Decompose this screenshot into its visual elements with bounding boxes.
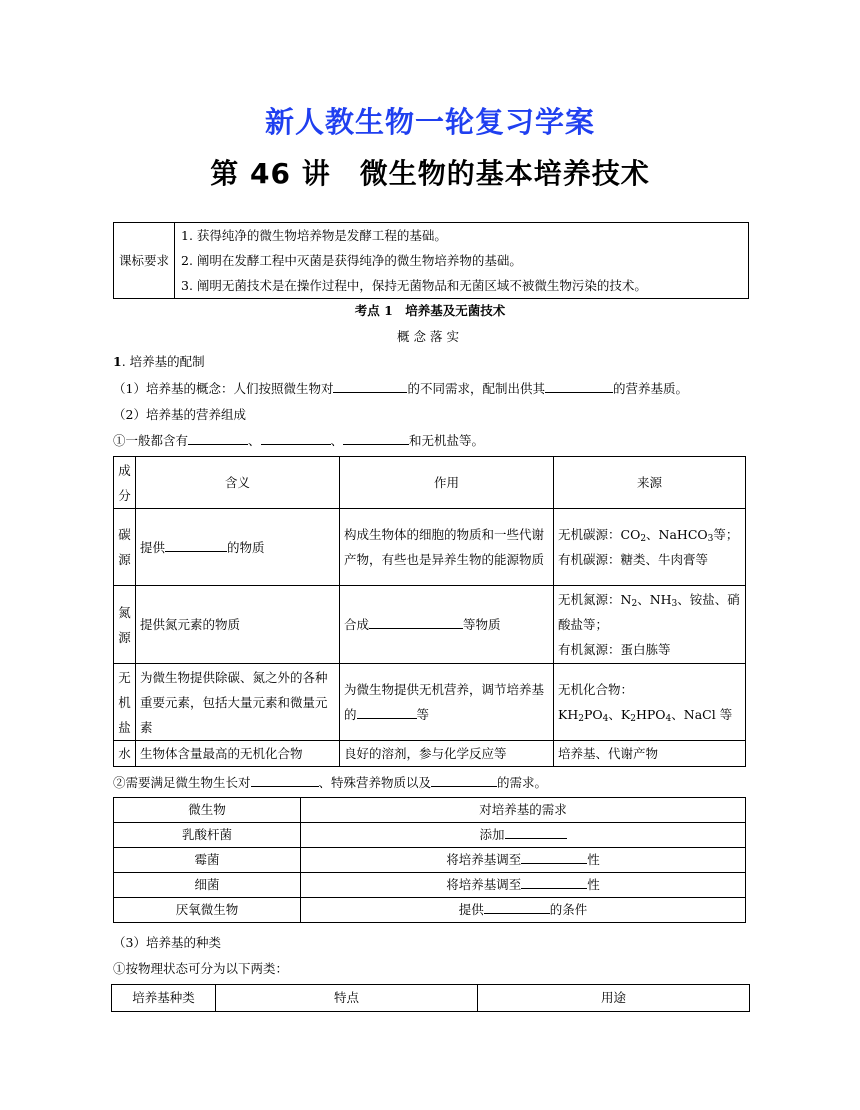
text-segment: 的条件: [549, 902, 588, 917]
subscript: 2: [578, 714, 584, 724]
table-header-row: [114, 457, 746, 509]
lecture-title: 第 46 讲 微生物的基本培养技术: [210, 157, 650, 190]
fill-blank[interactable]: [505, 825, 567, 839]
header-cell: 含义: [136, 457, 340, 509]
text-segment: 等；: [713, 527, 739, 542]
subscript: 4: [665, 714, 672, 724]
microbe-name: 细菌: [114, 873, 301, 898]
table-row: [114, 741, 746, 767]
subscript: 2: [640, 534, 647, 544]
text-segment: 和无机盐等。: [409, 433, 485, 448]
fill-blank[interactable]: [261, 431, 331, 445]
header-cell: 成分: [114, 457, 136, 509]
meaning-cell: [136, 509, 340, 586]
table-row: [114, 509, 746, 586]
text-segment: 添加: [479, 827, 505, 842]
text-segment: 、NH: [637, 592, 672, 607]
text-segment: 的物质: [227, 539, 265, 555]
header-cell: 用途: [478, 985, 750, 1012]
microbe-need: [301, 898, 746, 923]
row-name: 无机盐: [114, 664, 136, 741]
section-subheading: 概念落实: [396, 329, 463, 344]
table-row: [114, 848, 746, 873]
subscript: 4: [602, 714, 609, 724]
table-row: [114, 586, 746, 664]
row-name: 碳源: [114, 509, 136, 586]
text-segment: 性: [587, 877, 600, 892]
paragraph-concept: [113, 379, 688, 397]
header-cell: 特点: [216, 985, 478, 1012]
text-segment: 的营养基质。: [612, 381, 688, 396]
text-segment: 无机氮源：N: [558, 592, 632, 607]
role-cell: 构成生物体的细胞的物质和一些代谢产物，有些也是异养生物的能源物质: [340, 509, 554, 586]
text-segment: 等物质: [463, 617, 501, 632]
microbe-need: [301, 848, 746, 873]
text-segment: 将培养基调至: [446, 852, 522, 867]
text-segment: 提供: [140, 539, 166, 555]
text-segment: 的需求。: [497, 775, 548, 790]
requirements-label: 课标要求: [114, 223, 175, 299]
header-cell: 培养基种类: [112, 985, 216, 1012]
text-segment: 有机碳源：糖类、牛肉膏等: [558, 552, 709, 567]
paragraph-physical-state: ①按物理状态可分为以下两类：: [113, 961, 289, 976]
text-segment: 将培养基调至: [446, 877, 522, 892]
meaning-cell: 提供氮元素的物质: [136, 586, 340, 664]
heading-text: . 培养基的配制: [121, 354, 205, 369]
text-segment: 无机碳源：CO: [558, 527, 641, 542]
fill-blank[interactable]: [333, 379, 407, 393]
source-cell: [554, 664, 746, 741]
text-segment: 无机化合物：: [558, 682, 634, 697]
table-row: [114, 664, 746, 741]
fill-blank[interactable]: [343, 431, 409, 445]
microbe-need: [301, 823, 746, 848]
requirement-item: 2. 阐明在发酵工程中灭菌是获得纯净的微生物培养物的基础。: [181, 253, 522, 268]
text-segment: 有机氮源：蛋白胨等: [558, 642, 671, 657]
row-name: 氮源: [114, 586, 136, 664]
meaning-cell: 为微生物提供除碳、氮之外的各种重要元素，包括大量元素和微量元素: [136, 664, 340, 741]
paragraph-nutrition: （2）培养基的营养组成: [113, 407, 246, 422]
doc-title: 新人教生物一轮复习学案: [264, 105, 595, 139]
text-segment: 、: [330, 433, 344, 448]
fill-blank[interactable]: [545, 379, 613, 393]
text-segment: 、铵盐、硝酸盐等；: [558, 592, 740, 632]
header-cell: 对培养基的需求: [301, 798, 746, 823]
text-segment: ①一般都含有: [113, 433, 189, 448]
text-segment: 、K: [608, 707, 631, 722]
row-name: 水: [114, 741, 136, 767]
fill-blank[interactable]: [431, 773, 497, 787]
text-segment: PO: [583, 707, 603, 722]
text-segment: 为微生物提供无机营养，调节培养基的: [344, 682, 545, 722]
fill-blank[interactable]: [369, 615, 463, 629]
requirement-item: 3. 阐明无菌技术是在操作过程中，保持无菌物品和无菌区域不被微生物污染的技术。: [181, 278, 647, 293]
subscript: 3: [671, 599, 678, 609]
text-segment: 的不同需求，配制出供其: [407, 381, 545, 396]
text-segment: ②需要满足微生物生长对: [113, 775, 251, 790]
text-segment: HPO: [635, 707, 666, 722]
table-row: [114, 898, 746, 923]
text-segment: 等: [416, 707, 430, 722]
subscript: 3: [707, 534, 714, 544]
role-cell: [340, 586, 554, 664]
subscript: 2: [630, 714, 636, 724]
fill-blank[interactable]: [521, 850, 587, 864]
text-segment: 合成: [344, 617, 370, 632]
paragraph-general: [113, 431, 484, 449]
subscript: 2: [631, 599, 638, 609]
heading-culture-medium: [113, 352, 205, 370]
fill-blank[interactable]: [484, 900, 550, 914]
microbe-name: 乳酸杆菌: [114, 823, 301, 848]
microbe-need: [301, 873, 746, 898]
table-header-row: [112, 985, 750, 1012]
heading-number: 1: [113, 354, 122, 369]
paragraph-growth-needs: [113, 773, 547, 791]
text-segment: KH: [558, 707, 579, 722]
fill-blank[interactable]: [357, 705, 417, 719]
microbe-name: 霉菌: [114, 848, 301, 873]
text-segment: 性: [587, 852, 600, 867]
header-cell: 微生物: [114, 798, 301, 823]
source-cell: [554, 586, 746, 664]
text-segment: 、特殊营养物质以及: [318, 775, 432, 790]
table-row: [114, 873, 746, 898]
text-segment: 、: [248, 433, 261, 448]
fill-blank[interactable]: [251, 773, 319, 787]
requirement-item: 1. 获得纯净的微生物培养物是发酵工程的基础。: [181, 228, 447, 243]
meaning-cell: 生物体含量最高的无机化合物: [136, 741, 340, 767]
source-cell: 培养基、代谢产物: [554, 741, 746, 767]
fill-blank[interactable]: [521, 875, 587, 889]
header-cell: 来源: [554, 457, 746, 509]
microbe-needs-table: [113, 797, 746, 923]
table-row: [114, 823, 746, 848]
requirements-table: [113, 222, 749, 299]
medium-type-table: [111, 984, 750, 1012]
role-cell: 良好的溶剂，参与化学反应等: [340, 741, 554, 767]
role-cell: [340, 664, 554, 741]
text-segment: 提供: [458, 902, 484, 917]
requirements-items: [175, 223, 749, 299]
text-segment: （1）培养基的概念：人们按照微生物对: [113, 381, 334, 396]
microbe-name: 厌氧微生物: [114, 898, 301, 923]
table-header-row: [114, 798, 746, 823]
composition-table: [113, 456, 746, 767]
header-cell: 作用: [340, 457, 554, 509]
text-segment: 、NaHCO: [646, 527, 708, 542]
text-segment: 、NaCl 等: [671, 707, 733, 722]
fill-blank[interactable]: [165, 538, 227, 552]
source-cell: [554, 509, 746, 586]
fill-blank[interactable]: [188, 431, 248, 445]
paragraph-medium-types: （3）培养基的种类: [113, 935, 221, 950]
section-heading: 考点 1 培养基及无菌技术: [354, 303, 506, 318]
